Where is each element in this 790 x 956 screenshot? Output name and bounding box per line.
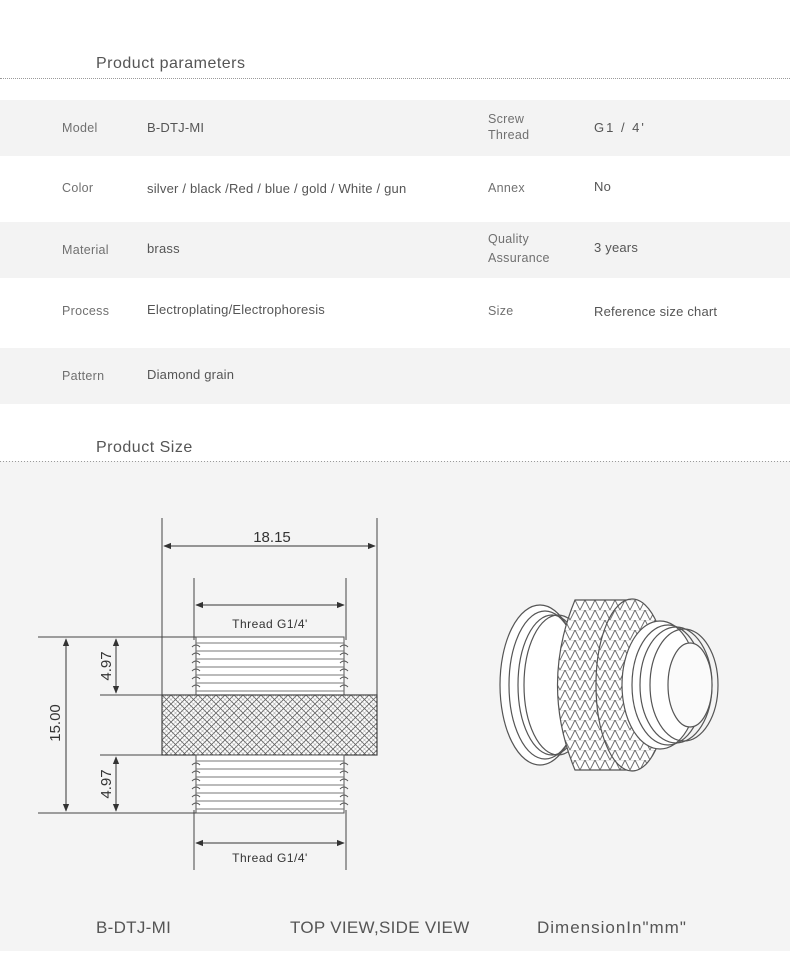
product-size-panel bbox=[0, 461, 790, 951]
value-size: Reference size chart bbox=[594, 304, 718, 319]
label-size: Size bbox=[488, 304, 514, 318]
thread-label-bottom: Thread G1/4' bbox=[232, 851, 308, 865]
dim-width: 18.15 bbox=[253, 529, 291, 546]
label-pattern: Pattern bbox=[62, 369, 105, 383]
value-screw-thread: G1 / 4' bbox=[594, 120, 646, 135]
value-model: B-DTJ-MI bbox=[147, 120, 205, 135]
knurled-nut bbox=[162, 695, 377, 755]
param-row-color bbox=[0, 160, 790, 220]
param-row-process bbox=[0, 282, 790, 346]
label-screw: Screw bbox=[488, 112, 525, 126]
label-annex: Annex bbox=[488, 181, 525, 195]
value-process: Electroplating/Electrophoresis bbox=[147, 302, 325, 317]
params-divider bbox=[0, 78, 790, 79]
top-thread bbox=[192, 637, 348, 695]
bottom-thread bbox=[192, 755, 348, 813]
size-title: Product Size bbox=[96, 439, 193, 456]
label-assurance: Assurance bbox=[488, 251, 550, 265]
value-pattern: Diamond grain bbox=[147, 367, 235, 382]
value-material: brass bbox=[147, 241, 180, 256]
label-thread: Thread bbox=[488, 128, 530, 142]
value-quality-assurance: 3 years bbox=[594, 240, 639, 255]
params-title: Product parameters bbox=[96, 55, 246, 72]
thread-label-top: Thread G1/4' bbox=[232, 617, 308, 631]
label-quality: Quality bbox=[488, 232, 530, 246]
param-row-material bbox=[0, 222, 790, 278]
label-material: Material bbox=[62, 243, 109, 257]
param-row-pattern bbox=[0, 348, 790, 404]
label-model: Model bbox=[62, 121, 98, 135]
dim-thread-bottom: 4.97 bbox=[98, 769, 115, 799]
dim-height: 15.00 bbox=[47, 704, 64, 742]
caption-units: DimensionIn"mm" bbox=[537, 918, 687, 937]
label-process: Process bbox=[62, 304, 110, 318]
fitting-drawing bbox=[0, 461, 790, 951]
value-color: silver / black /Red / blue / gold / White / gun bbox=[147, 181, 407, 196]
value-annex: No bbox=[594, 179, 612, 194]
dim-thread-top: 4.97 bbox=[98, 651, 115, 681]
caption-views: TOP VIEW,SIDE VIEW bbox=[290, 918, 470, 937]
label-color: Color bbox=[62, 181, 94, 195]
param-row-model bbox=[0, 100, 790, 156]
fitting-perspective bbox=[500, 599, 718, 771]
caption-model: B-DTJ-MI bbox=[96, 918, 172, 937]
